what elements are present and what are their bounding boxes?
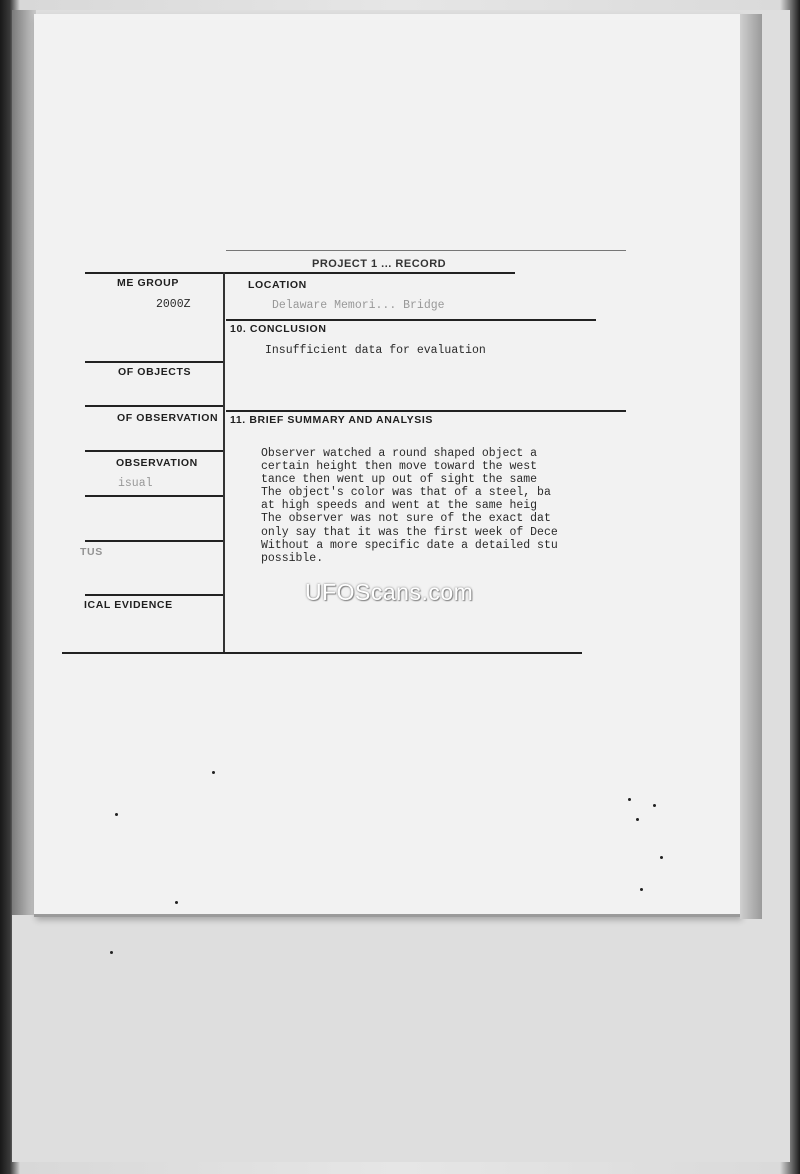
summary-line: Observer watched a round shaped object a xyxy=(261,447,538,460)
length-bottom-rule xyxy=(85,450,224,452)
summary-line: possible. xyxy=(261,551,324,565)
physical-evidence-label: ICAL EVIDENCE xyxy=(84,599,173,611)
summary-line: The object's color was that of a steel, ba xyxy=(261,486,551,500)
summary-line: certain height then move toward the west xyxy=(261,460,538,474)
course-label: TUS xyxy=(80,546,103,558)
summary-line: at high speeds and went at the same heig xyxy=(261,499,538,513)
course-bottom-rule xyxy=(85,594,224,596)
speck xyxy=(636,818,639,821)
summary-line: only say that it was the first week of Dece xyxy=(261,525,558,539)
speck xyxy=(660,856,663,859)
conclusion-value: Insufficient data for evaluation xyxy=(265,344,486,357)
form-title: PROJECT 1 ... RECORD xyxy=(312,258,447,270)
title-rule xyxy=(226,250,626,251)
column-divider xyxy=(223,272,225,652)
summary-line: The observer was not sure of the exact dat xyxy=(261,512,551,526)
time-value: 2000Z xyxy=(156,298,191,311)
bottom-rule xyxy=(62,652,582,654)
type-of-observation-label: OBSERVATION xyxy=(116,457,198,469)
date-time-group-label: ME GROUP xyxy=(117,277,179,289)
watermark: UFOScans.com xyxy=(305,579,474,605)
summary-label: 11. BRIEF SUMMARY AND ANALYSIS xyxy=(230,414,433,426)
objects-top-rule xyxy=(85,361,224,363)
summary-line: tance then went up out of sight the same xyxy=(261,473,538,487)
speck xyxy=(653,804,656,807)
location-label: LOCATION xyxy=(248,279,307,291)
type-of-observation-value: isual xyxy=(118,477,153,490)
speck xyxy=(628,798,631,801)
type-bottom-rule xyxy=(85,495,224,497)
summary-text xyxy=(261,447,641,565)
location-bottom-rule xyxy=(226,319,596,321)
speck xyxy=(175,901,178,904)
summary-line: Without a more specific date a detailed stu xyxy=(261,538,558,552)
speck xyxy=(640,888,643,891)
objects-bottom-rule xyxy=(85,405,224,407)
speck xyxy=(115,813,118,816)
location-value: Delaware Memori... Bridge xyxy=(272,299,445,312)
summary-top-rule xyxy=(226,410,626,412)
number-of-objects-label: OF OBJECTS xyxy=(118,366,192,378)
speck xyxy=(110,951,113,954)
conclusion-label: 10. CONCLUSION xyxy=(230,323,327,335)
speck xyxy=(212,771,215,774)
length-of-observation-label: OF OBSERVATION xyxy=(117,412,219,424)
top-rule xyxy=(85,272,515,274)
mid-rule xyxy=(85,540,224,542)
